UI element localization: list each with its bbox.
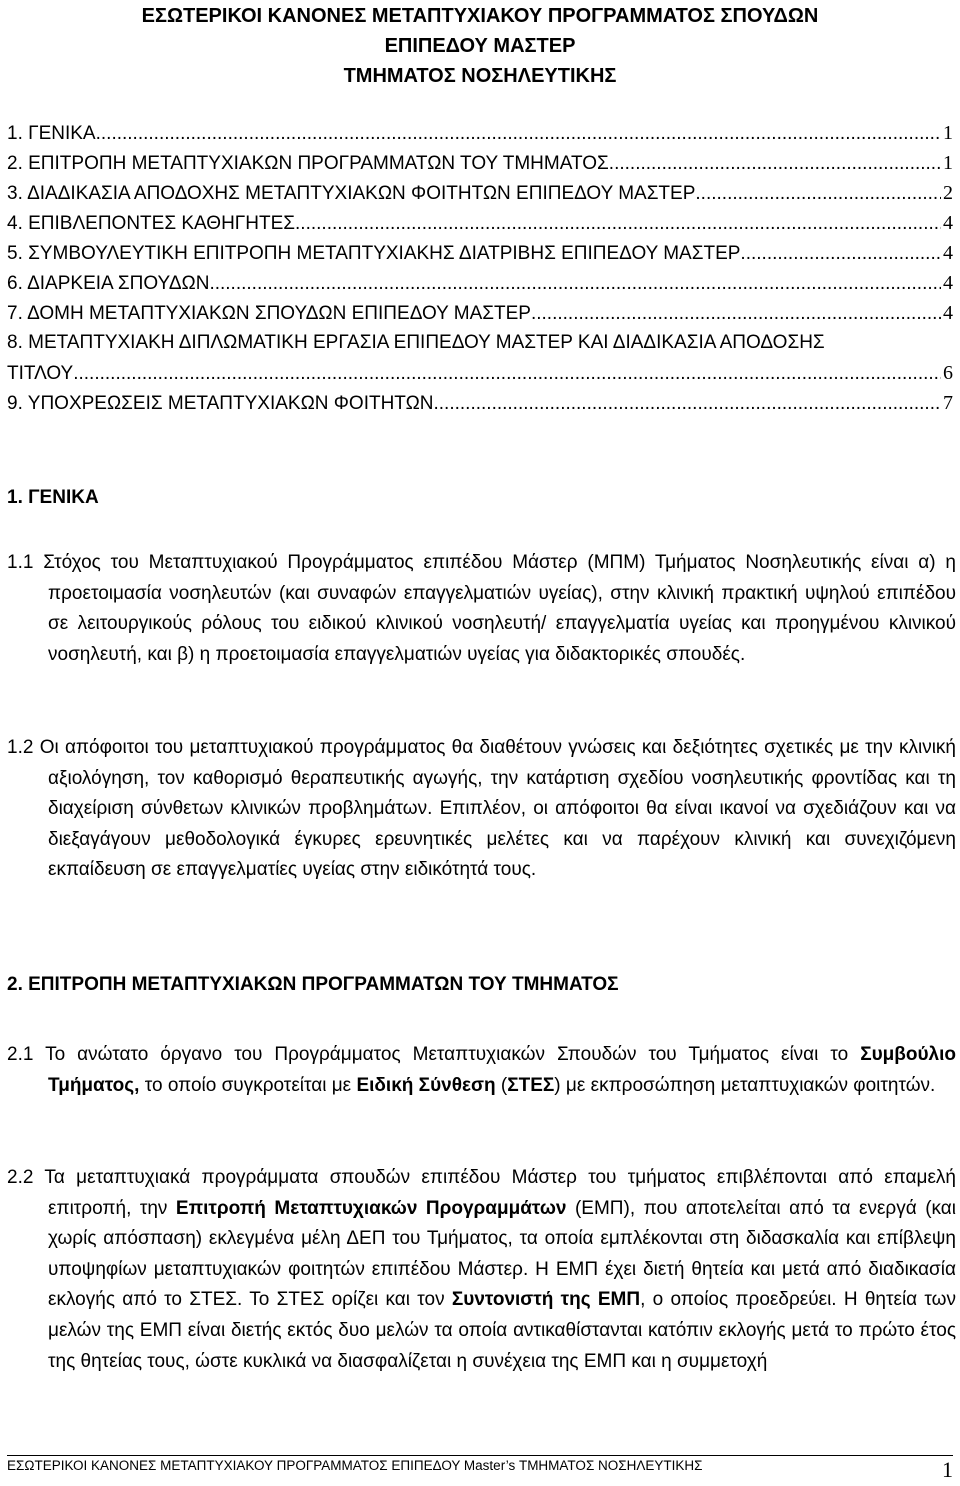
toc-entry-page: 6 (943, 362, 953, 384)
toc-entry[interactable] (7, 118, 953, 148)
paragraph-number: 1.1 (7, 552, 34, 573)
bold-term: Επιτροπή Μεταπτυχιακών Προγραμμάτων (175, 1197, 567, 1219)
toc-leader-dots (295, 209, 941, 238)
toc-entry-text: 2. ΕΠΙΤΡΟΠΗ ΜΕΤΑΠΤΥΧΙΑΚΩΝ ΠΡΟΓΡΑΜΜΑΤΩΝ ΤΟΥ ΤΜΗΜΑΤΟΣ (7, 153, 609, 174)
paragraph-number: 2.1 (7, 1044, 34, 1065)
paragraph-text: ( (495, 1074, 508, 1096)
paragraph-text: ) με εκπροσώπηση μεταπτυχιακών φοιτητών. (554, 1074, 936, 1096)
toc-leader-dots (740, 239, 941, 268)
toc-entry-page: 4 (943, 242, 953, 264)
toc-entry-text: 5. ΣΥΜΒΟΥΛΕΥΤΙΚΗ ΕΠΙΤΡΟΠΗ ΜΕΤΑΠΤΥΧΙΑΚΗΣ ΔΙΑΤΡΙΒΗΣ ΕΠΙΠΕΔΟΥ ΜΑΣΤΕΡ (7, 243, 741, 264)
paragraph-text: Στόχος του Μεταπτυχιακού Προγράμματος επιπέδου Μάστερ (ΜΠΜ) Τμήματος Νοσηλευτικής είναι α) η προετοιμασία νοσηλευτών (και συναφών επαγγελματιών υγείας), στην κλινική πρακτική υψηλού επιπέδου σε λειτουργικούς ρόλους του ειδικού κλινικού νοσηλευτή/ επαγγελματία υγείας και προηγμένου κλινικού νοσηλευτή, και β) η προετοιμασία επαγγελματιών υγείας για διδακτορικές σπουδές. (43, 552, 956, 665)
toc-entry[interactable] (7, 328, 953, 358)
toc-leader-dots (209, 269, 941, 298)
section-2-heading: 2. ΕΠΙΤΡΟΠΗ ΜΕΤΑΠΤΥΧΙΑΚΩΝ ΠΡΟΓΡΑΜΜΑΤΩΝ ΤΟΥ ΤΜΗΜΑΤΟΣ (7, 974, 619, 995)
toc-entry-page: 1 (943, 122, 953, 144)
paragraph-1-2 (7, 733, 956, 886)
toc-entry-page: 7 (943, 392, 953, 414)
toc-entry[interactable] (7, 268, 953, 298)
paragraph-2-1 (7, 1040, 956, 1101)
toc-entry-page: 4 (943, 302, 953, 324)
paragraph-text: , ο οποίος προεδρεύει. Η θητεία των μελών της ΕΜΠ είναι διετής εκτός δυο μελών τα οποία αντικαθίστανται κατόπιν εκλογής μετά το πρώτο έτος της θητείας τους, ώστε κυκλικά να διασφαλίζεται η συνέχεια της ΕΜΠ και η συμμετοχή (48, 1289, 956, 1372)
paragraph-text: το οποίο συγκροτείται με (139, 1074, 357, 1096)
toc-entry-text: ΤΙΤΛΟΥ (7, 363, 74, 384)
bold-term: Ειδική Σύνθεση (356, 1074, 496, 1096)
toc-entry-continuation[interactable] (7, 358, 953, 388)
toc-entry-page: 2 (943, 182, 953, 204)
toc-entry-text: 7. ΔΟΜΗ ΜΕΤΑΠΤΥΧΙΑΚΩΝ ΣΠΟΥΔΩΝ ΕΠΙΠΕΔΟΥ ΜΑΣΤΕΡ (7, 303, 531, 324)
paragraph-number: 2.2 (7, 1167, 34, 1188)
toc-entry-text: 3. ΔΙΑΔΙΚΑΣΙΑ ΑΠΟΔΟΧΗΣ ΜΕΤΑΠΤΥΧΙΑΚΩΝ ΦΟΙΤΗΤΩΝ ΕΠΙΠΕΔΟΥ ΜΑΣΤΕΡ (7, 183, 696, 204)
toc-entry-page: 4 (943, 212, 953, 234)
toc-entry-page: 1 (943, 152, 953, 174)
section-1-heading: 1. ΓΕΝΙΚΑ (7, 487, 99, 508)
toc-entry-page: 4 (943, 272, 953, 294)
toc-entry-text: 8. ΜΕΤΑΠΤΥΧΙΑΚΗ ΔΙΠΛΩΜΑΤΙΚΗ ΕΡΓΑΣΙΑ ΕΠΙΠΕΔΟΥ ΜΑΣΤΕΡ ΚΑΙ ΔΙΑΔΙΚΑΣΙΑ ΑΠΟΔΟΣΗΣ (7, 332, 825, 353)
paragraph-1-1 (7, 548, 956, 670)
toc-leader-dots (73, 359, 941, 388)
toc-leader-dots (695, 179, 941, 208)
toc-entry[interactable] (7, 148, 953, 178)
toc-entry-text: 1. ΓΕΝΙΚΑ (7, 123, 96, 144)
bold-term: Συμβούλιο Τμήματος, (48, 1044, 957, 1096)
paragraph-text: (ΕΜΠ), που αποτελείται από τα ενεργά (και χωρίς απόσπαση) εκλεγμένα μέλη ΔΕΠ του Τμήματος, τα οποία εμπλέκονται στη διδασκαλία και επίβλεψη υποψηφίων μεταπτυχιακών φοιτητών επιπέδου Μάστερ. Η ΕΜΠ έχει διετή θητεία και μετά από διαδικασία εκλογής από το ΣΤΕΣ. Το ΣΤΕΣ ορίζει και τον (48, 1197, 956, 1311)
bold-term: Συντονιστή της ΕΜΠ (451, 1289, 641, 1311)
toc-leader-dots (96, 119, 941, 148)
table-of-contents (7, 118, 953, 418)
paragraph-text: Οι απόφοιτοι του μεταπτυχιακού προγράμματος θα διαθέτουν γνώσεις και δεξιότητες σχετικές με την κλινική αξιολόγηση, τον καθορισμό θεραπευτικής αγωγής, την κατάρτιση σχεδίου νοσηλευτικής φροντίδας και τη διαχείριση σύνθετων κλινικών προβλημάτων. Επιπλέον, οι απόφοιτοι θα είναι ικανοί να σχεδιάζουν και να διεξαγάγουν μεθοδολογικά έγκυρες ερευνητικές μελέτες και να παρέχουν κλινική και συνεχιζόμενη εκπαίδευση σε επαγγελματίες υγείας στην ειδικότητά τους. (39, 737, 956, 881)
document-title-line-2: ΕΠΙΠΕΔΟΥ ΜΑΣΤΕΡ (384, 35, 576, 57)
footer-text: ΕΣΩΤΕΡΙΚΟΙ ΚΑΝΟΝΕΣ ΜΕΤΑΠΤΥΧΙΑΚΟΥ ΠΡΟΓΡΑΜΜΑΤΟΣ ΕΠΙΠΕΔΟΥ Master’s ΤΜΗΜΑΤΟΣ ΝΟΣΗΛΕΥΤΙΚΗΣ (7, 1458, 703, 1473)
toc-entry-text: 9. ΥΠΟΧΡΕΩΣΕΙΣ ΜΕΤΑΠΤΥΧΙΑΚΩΝ ΦΟΙΤΗΤΩΝ (7, 393, 434, 414)
toc-entry-text: 4. ΕΠΙΒΛΕΠΟΝΤΕΣ ΚΑΘΗΓΗΤΕΣ (7, 213, 296, 234)
footer-page-number: 1 (942, 1457, 953, 1482)
toc-entry[interactable] (7, 178, 953, 208)
bold-term: ΣΤΕΣ (507, 1074, 555, 1096)
toc-leader-dots (531, 299, 941, 328)
document-title-line-3: ΤΜΗΜΑΤΟΣ ΝΟΣΗΛΕΥΤΙΚΗΣ (343, 65, 617, 87)
paragraph-text: Τα μεταπτυχιακά προγράμματα σπουδών επιπέδου Μάστερ του τμήματος επιβλέπονται από επαμελή επιτροπή, την (44, 1167, 956, 1219)
toc-entry[interactable] (7, 208, 953, 238)
toc-entry-text: 6. ΔΙΑΡΚΕΙΑ ΣΠΟΥΔΩΝ (7, 273, 210, 294)
toc-entry[interactable] (7, 238, 953, 268)
toc-leader-dots (609, 149, 941, 178)
document-title-line-1: ΕΣΩΤΕΡΙΚΟΙ ΚΑΝΟΝΕΣ ΜΕΤΑΠΤΥΧΙΑΚΟΥ ΠΡΟΓΡΑΜΜΑΤΟΣ ΣΠΟΥΔΩΝ (141, 5, 819, 27)
paragraph-number: 1.2 (7, 737, 34, 758)
paragraph-2-2 (7, 1163, 956, 1377)
toc-leader-dots (434, 389, 942, 418)
paragraph-text: Το ανώτατο όργανο του Προγράμματος Μεταπτυχιακών Σπουδών του Τμήματος είναι το (45, 1044, 861, 1065)
toc-entry[interactable] (7, 388, 953, 418)
page-footer (7, 1455, 953, 1486)
toc-entry[interactable] (7, 298, 953, 328)
